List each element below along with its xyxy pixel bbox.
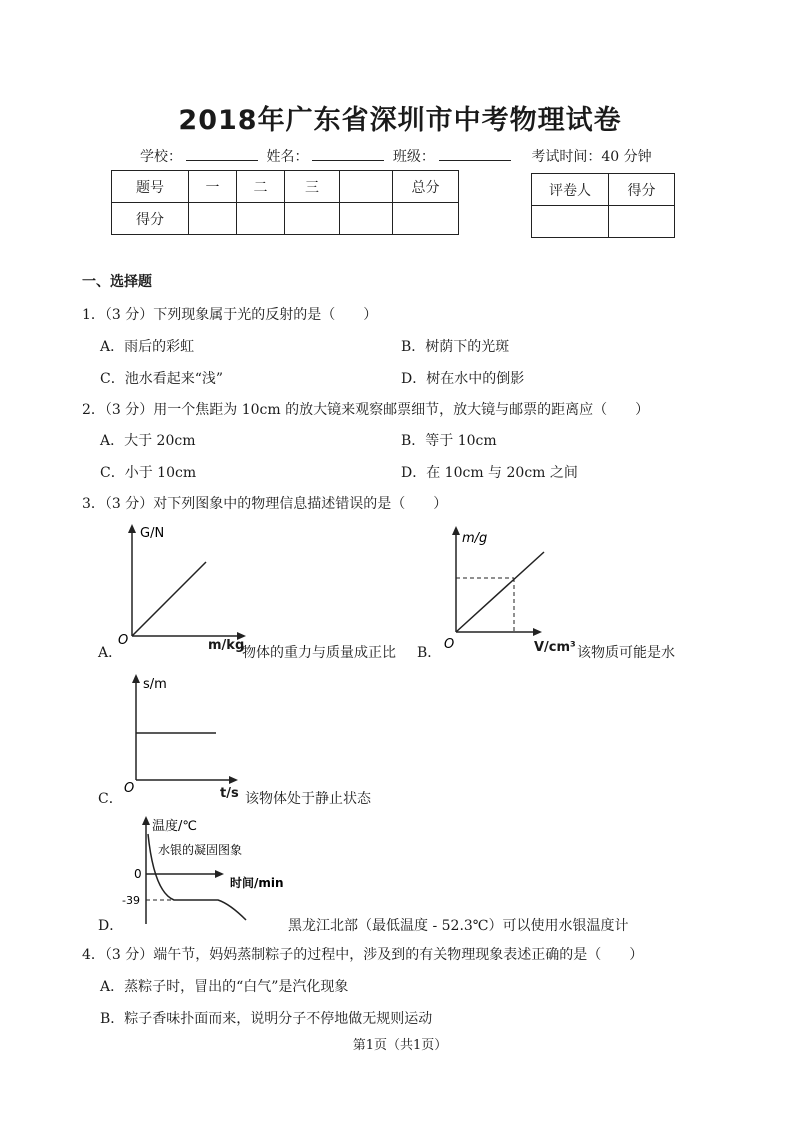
q2-option-b: B．等于 10cm [401,433,497,449]
section-heading: 一、选择题 [82,274,152,290]
graph-d-x-arrow [215,870,224,878]
q2-stem: 2．（3 分）用一个焦距为 10cm 的放大镜来观察邮票细节，放大镜与邮票的距离应（ ） [82,402,650,418]
q2-option-a: A．大于 20cm [100,433,196,449]
graph-c-x-arrow [229,776,238,784]
graph-b-y-arrow [452,526,460,535]
graph-c-ylabel: s/m [143,677,167,692]
score-cell [237,203,285,235]
grader-cell [609,206,675,238]
graph-d-y-arrow [142,816,150,825]
grader-header-row [532,174,675,206]
q3-option-a-letter: A． [98,645,123,661]
exam-time: 考试时间：40 分钟 [531,149,652,165]
graph-d-title: 水银的凝固图象 [158,843,243,857]
q3-option-c-text: 该物体处于静止状态 [245,791,371,807]
q1-option-a: A．雨后的彩虹 [100,339,195,355]
graph-c-xlabel: t/s [220,786,239,801]
q3-option-b-text: 该物质可能是水 [577,645,675,661]
graph-d-xlabel: 时间/min [230,876,284,890]
page-footer: 第1页（共1页） [352,1038,448,1053]
q3-option-b-letter: B． [417,645,442,661]
score-cell: 一 [189,171,237,203]
graph-c-origin: O [124,781,135,796]
q3-stem: 3．（3 分）对下列图象中的物理信息描述错误的是（ ） [82,496,448,512]
graph-c-distance-time [116,668,246,798]
q3-option-d-text: 黑龙江北部（最低温度 - 52.3℃）可以使用水银温度计 [288,918,629,934]
score-table-score-row [112,203,459,235]
graph-d-mercury-solidification [118,812,288,928]
q2-option-c: C．小于 10cm [100,465,197,481]
q3-option-c-letter: C． [98,791,123,807]
school-label: 学校： [140,149,182,165]
graph-b-xlabel: V/cm³ [534,640,576,655]
student-info-line [140,146,652,166]
graph-b-line [456,552,544,632]
school-blank [186,146,258,161]
graph-a-ylabel: G/N [140,526,165,541]
graph-a-line [132,562,206,636]
grader-cell [532,206,609,238]
graph-d-zero-tick: 0 [134,867,142,881]
q1-option-d: D．树在水中的倒影 [401,371,525,387]
grader-table [531,173,675,238]
grader-cell: 得分 [609,174,675,206]
graph-b-mass-volume [436,520,566,650]
score-cell: 二 [237,171,285,203]
q3-option-d-letter: D． [98,918,124,934]
q1-option-c: C．池水看起来“浅” [100,371,224,387]
q2-option-d: D．在 10cm 与 20cm 之间 [401,465,578,481]
q4-option-b: B．粽子香味扑面而来，说明分子不停地做无规则运动 [100,1011,433,1027]
class-blank [439,146,511,161]
grader-blank-row [532,206,675,238]
score-cell: 总分 [393,171,459,203]
graph-a-xlabel: m/kg [208,638,245,653]
score-cell [393,203,459,235]
q1-option-b: B．树荫下的光斑 [401,339,510,355]
score-cell [189,203,237,235]
score-cell: 三 [285,171,340,203]
graph-b-ylabel: m/g [462,531,488,546]
graph-b-x-arrow [533,628,542,636]
graph-d-ylabel: 温度/℃ [152,819,197,834]
score-row-label: 得分 [112,203,189,235]
score-table-header-row [112,171,459,203]
q1-stem: 1．（3 分）下列现象属于光的反射的是（ ） [82,307,378,323]
graph-a-origin: O [118,633,129,648]
name-label: 姓名： [266,149,309,165]
score-cell [285,203,340,235]
graph-c-y-arrow [132,674,140,683]
q3-option-a-text: 物体的重力与质量成正比 [242,645,396,661]
exam-title: 2018年广东省深圳市中考物理试卷 [178,105,622,136]
score-table [111,170,459,235]
grader-cell: 评卷人 [532,174,609,206]
graph-d-freezing-tick: -39 [122,894,140,907]
graph-b-origin: O [444,637,455,650]
score-cell [340,203,393,235]
score-cell: 题号 [112,171,189,203]
class-label: 班级： [392,149,435,165]
score-cell [340,171,393,203]
q4-option-a: A．蒸粽子时，冒出的“白气”是汽化现象 [100,979,349,995]
q4-stem: 4．（3 分）端午节，妈妈蒸制粽子的过程中，涉及到的有关物理现象表述正确的是（ ） [82,947,644,963]
name-blank [312,146,384,161]
graph-a-y-arrow [128,524,136,533]
